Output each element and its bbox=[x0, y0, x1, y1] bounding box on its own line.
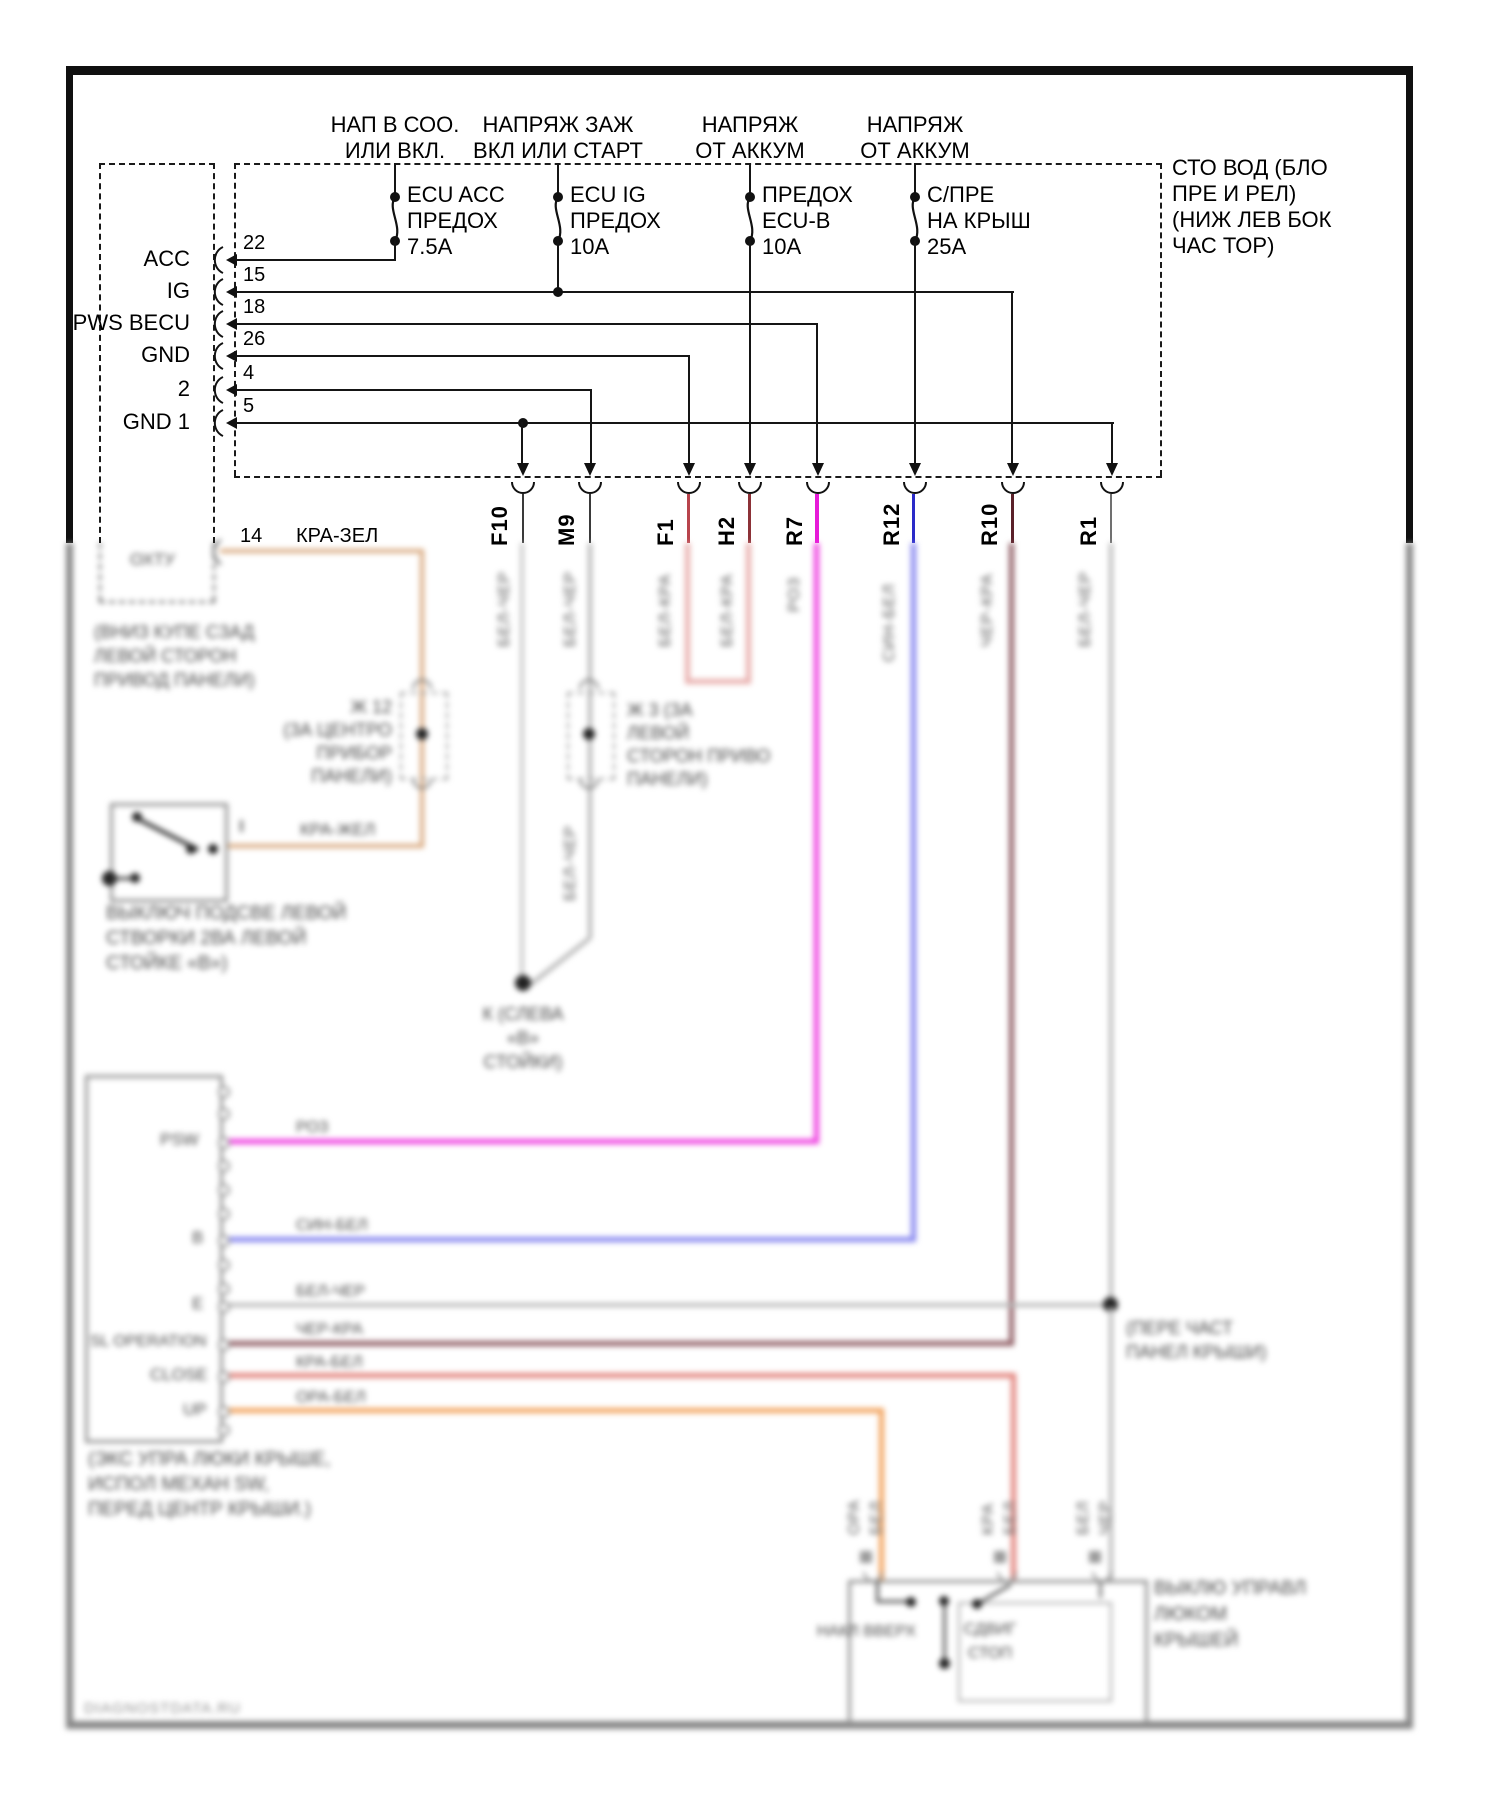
rsw-armature bbox=[943, 1600, 946, 1664]
jc12-junction-dot bbox=[416, 728, 428, 740]
wire-r7-v bbox=[814, 543, 819, 1143]
pin14-number: 14 bbox=[240, 525, 263, 547]
code-h2: БЕЛ-КРА bbox=[719, 573, 736, 647]
jc3-junction-dot bbox=[583, 728, 595, 740]
power-label-1: НАП В СОО. ИЛИ ВКЛ. bbox=[330, 112, 460, 163]
ecu-pin bbox=[218, 1108, 230, 1120]
code-m9: БЕЛ-ЧЕР bbox=[562, 570, 579, 647]
border-bottom-blur bbox=[66, 1721, 1413, 1729]
ecu-pin bbox=[218, 1137, 230, 1149]
left-connector-note: (ВНИЗ КУПЕ СЗАД ЛЕВОЙ СТОРОН ПРИВОД ПАНЕЛИ) bbox=[94, 622, 255, 690]
roof-pin-num-1 bbox=[860, 1551, 872, 1563]
wire-f10 bbox=[520, 543, 524, 980]
left-connector-name: ОХТУ bbox=[130, 550, 175, 569]
ecu-code-r7: РОЗ bbox=[296, 1119, 329, 1136]
ecu-pin-label-sl: SL OPERATION bbox=[90, 1333, 207, 1350]
jc3-arc-bottom bbox=[578, 777, 600, 788]
code-f10: БЕЛ-ЧЕР bbox=[496, 570, 513, 647]
jc12-arc-top bbox=[411, 680, 433, 691]
code-f1: БЕЛ-КРА bbox=[657, 573, 674, 647]
pair-ora: ОРА bbox=[846, 1499, 863, 1535]
pair-bel2: БЕЛ bbox=[1002, 1500, 1019, 1535]
connector-label-f10: F10 bbox=[487, 505, 512, 546]
connector-label-r12: R12 bbox=[879, 502, 904, 546]
roof-switch-note: ВЫКЛЮ УПРАВЛ ЛЮКОМ КРЫШЕЙ bbox=[1154, 1578, 1307, 1651]
watermark: DIAGNOSTDATA.RU bbox=[84, 1700, 241, 1717]
ecu-pin-label-close: CLOSE bbox=[150, 1365, 208, 1384]
pin-num-acc: 22 bbox=[243, 232, 266, 254]
pin-label-2: 2 bbox=[177, 376, 190, 401]
roof-switch-left-label: НАКЛ ВВЕРХ bbox=[816, 1623, 916, 1640]
code-r1: БЕЛ-ЧЕР bbox=[1077, 570, 1094, 647]
pair-kra: КРА bbox=[980, 1502, 997, 1535]
connector-label-r7: R7 bbox=[782, 515, 807, 546]
ecu-pin bbox=[218, 1086, 230, 1098]
roof-ecu-box bbox=[85, 1075, 223, 1443]
ground-splice-dot bbox=[515, 975, 531, 991]
ecu-pin-label-e: E bbox=[192, 1294, 204, 1313]
r1-note: (ПЕРЕ ЧАСТ ПАНЕЛ КРЫШИ) bbox=[1126, 1318, 1267, 1362]
ecu-pin-label-psw: PSW bbox=[160, 1130, 199, 1149]
jc12-label: Ж 12 (ЗА ЦЕНТРО ПРИБОР ПАНЕЛИ) bbox=[283, 697, 392, 786]
border-right-blur bbox=[1406, 543, 1413, 1725]
wire-h2 bbox=[746, 543, 751, 683]
power-label-4: НАПРЯЖ ОТ АККУМ bbox=[860, 112, 970, 163]
ecu-pin bbox=[218, 1184, 230, 1196]
connector-label-f1: F1 bbox=[653, 518, 678, 546]
pin-label-gnd: GND bbox=[141, 342, 190, 367]
power-label-2: НАПРЯЖ ЗАЖ ВКЛ ИЛИ СТАРТ bbox=[473, 112, 643, 163]
roof-pin-cup-1 bbox=[862, 1570, 884, 1581]
rsw-stub1 bbox=[876, 1582, 879, 1602]
wire-r10-v bbox=[1009, 543, 1014, 1345]
pin-label-gnd1: GND 1 bbox=[122, 409, 190, 434]
jc3-label: Ж 3 (ЗА ЛЕВОЙ СТОРОН ПРИВО ПАНЕЛИ) bbox=[627, 700, 771, 789]
ecu-pin bbox=[218, 1339, 230, 1351]
wire-f1 bbox=[685, 543, 690, 683]
wire-r1-v2 bbox=[1109, 1307, 1113, 1580]
rsw-stub3 bbox=[1099, 1582, 1102, 1598]
rsw-dot-a bbox=[906, 1597, 916, 1607]
roof-pin-num-3 bbox=[1089, 1551, 1101, 1563]
wire-m9-bend bbox=[530, 937, 591, 986]
ecu-code-r12: СИН-БЕЛ bbox=[296, 1217, 368, 1234]
wire-tan-h1 bbox=[220, 549, 424, 553]
wire-tan-h2 bbox=[222, 844, 424, 848]
wire-f1-h2-loop bbox=[685, 679, 751, 684]
fuse-roof-label: С/ПРЕ НА КРЫШ 25A bbox=[927, 182, 1031, 259]
fuse-ecu-acc-label: ECU ACC ПРЕДОХ 7.5A bbox=[407, 182, 505, 259]
connector-label-r10: R10 bbox=[977, 502, 1002, 546]
switch-contact-2 bbox=[186, 844, 196, 854]
pair-cher: ЧЕР bbox=[1097, 1499, 1114, 1535]
wire-r12-v bbox=[911, 543, 916, 1241]
pin-num-ig: 15 bbox=[243, 264, 266, 286]
pin-num-2: 4 bbox=[243, 362, 255, 384]
ecu-pin bbox=[218, 1283, 230, 1295]
roof-pin-num-2 bbox=[994, 1551, 1006, 1563]
pin14-color-code: КРА-ЗЕЛ bbox=[296, 525, 379, 547]
code-r10: ЧЕР-КРА bbox=[979, 573, 996, 647]
roof-switch-mid-label: СДВИГ СТОП bbox=[963, 1621, 1017, 1662]
rsw-dot-c bbox=[972, 1599, 982, 1609]
rsw-dot-top bbox=[939, 1596, 949, 1606]
jc3-arc-top bbox=[578, 680, 600, 691]
ecu-conn-box-bottom bbox=[99, 601, 215, 603]
tan-wire-color-code: КРА-ЖЕЛ bbox=[300, 820, 376, 839]
ecu-pin bbox=[218, 1235, 230, 1247]
power-label-3: НАПРЯЖ ОТ АККУМ bbox=[695, 112, 805, 163]
code-r12: СИН-БЕЛ bbox=[881, 583, 898, 662]
ecu-conn-box-left-b bbox=[99, 543, 101, 601]
switch-contact-3 bbox=[208, 844, 218, 854]
pin-num-gnd: 26 bbox=[243, 328, 266, 350]
ground-note: К (СЛЕВА «В» СТОЙКИ) bbox=[482, 1004, 564, 1072]
ecu-code-salmon: КРА-БЕЛ bbox=[296, 1354, 363, 1371]
rsw-dot-bottom bbox=[939, 1658, 950, 1669]
code-m9b: БЕЛ-ЧЕР bbox=[562, 824, 579, 901]
ecu-pin bbox=[218, 1208, 230, 1220]
border-left-blur bbox=[66, 543, 73, 1725]
fuse-ecu-b-label: ПРЕДОХ ECU-B 10A bbox=[762, 182, 853, 259]
connector-label-m9: M9 bbox=[554, 513, 579, 546]
pin-num-gnd1: 5 bbox=[243, 395, 255, 417]
pin-label-ig: IG bbox=[166, 278, 190, 303]
ecu-code-r10: ЧЕР-КРА bbox=[296, 1321, 363, 1338]
pin-label-pws-becu: PWS BECU bbox=[72, 310, 190, 335]
ecu-code-orange: ОРА-БЕЛ bbox=[296, 1389, 366, 1406]
ecu-pin bbox=[218, 1424, 230, 1436]
connector-label-r1: R1 bbox=[1076, 515, 1101, 546]
wire-r1-v bbox=[1109, 543, 1113, 1307]
ecu-pin-label-up: UP bbox=[183, 1400, 207, 1419]
ecu-code-r1: БЕЛ-ЧЕР bbox=[296, 1283, 366, 1300]
connector-label-h2: H2 bbox=[714, 515, 739, 546]
door-switch-note: ВЫКЛЮЧ ПОДСВЕ ЛЕВОЙ СТВОРКИ 2ВА ЛЕВОЙ СТОЙКЕ «В») bbox=[106, 903, 347, 974]
ecu-pin-label-b: B bbox=[192, 1228, 204, 1247]
roof-ecu-note: (ЭКС УПРА ЛЮКИ КРЫШЕ, ИСПОЛ МЕХАН SW, ПЕРЕД ЦЕНТР КРЫШИ.) bbox=[88, 1449, 331, 1520]
roof-pin-cup-2 bbox=[996, 1570, 1018, 1581]
pair-bel1: БЕЛ bbox=[868, 1500, 885, 1535]
code-r7: РОЗ bbox=[786, 576, 803, 612]
relay-box-note: СТО ВОД (БЛО ПРЕ И РЕЛ) (НИЖ ЛЕВ БОК ЧАС ТОР) bbox=[1172, 155, 1332, 258]
ecu-pin bbox=[218, 1160, 230, 1172]
switch-gnd-stub bbox=[108, 877, 136, 880]
pin-label-acc: ACC bbox=[143, 246, 190, 271]
jc12-arc-bottom bbox=[411, 777, 433, 788]
ecu-pin bbox=[218, 1301, 230, 1313]
tick-1 bbox=[240, 820, 243, 832]
roof-pin-cup-3 bbox=[1091, 1570, 1113, 1581]
ecu-pin bbox=[218, 1406, 230, 1418]
ecu-pin bbox=[218, 1259, 230, 1271]
fuse-ecu-ig-label: ECU IG ПРЕДОХ 10A bbox=[570, 182, 661, 259]
pair-bel3: БЕЛ bbox=[1075, 1500, 1092, 1535]
ecu-pin bbox=[218, 1371, 230, 1383]
pin-num-pws: 18 bbox=[243, 296, 266, 318]
